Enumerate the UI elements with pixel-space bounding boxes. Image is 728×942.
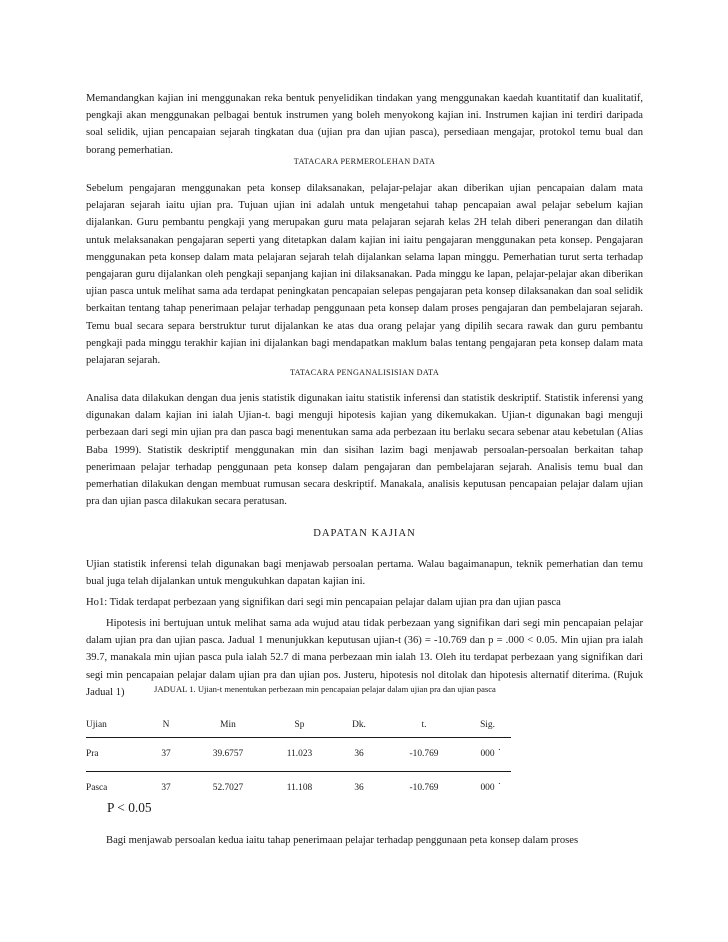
cell-min: 52.7027 [212, 783, 244, 794]
paragraph-hypothesis-result: Hipotesis ini bertujuan untuk melihat sama ada wujud atau tidak perbezaan yang signifikan dari segi min pencapaian pelajar dalam ujian pra dan ujian pasca. Jadual 1 menunjukkan keputusan ujian-t (36) = -10.769 dan p = .000 < 0.05. Min ujian pra ialah 39.7, manakala min ujian pasca pula ialah 52.7 di mana perbezaan min ialah 13. Oleh itu terdapat perbezaan yang signifikan dari segi min pencapaian pelajar dalam ujian pra dan ujian pos. Justeru, hipotesis nol ditolak dan hipotesis alternatif diterima. (Rujuk Jadual 1) [86, 618, 643, 698]
sig-dot: . [498, 776, 501, 787]
paragraph-question-two: Bagi menjawab persoalan kedua iaitu tahap penerimaan pelajar terhadap penggunaan peta konsep dalam proses [106, 835, 579, 846]
paragraph-data-collection: Sebelum pengajaran menggunakan peta konsep dilaksanakan, pelajar-pelajar akan diberikan ujian pencapaian dalam mata pelajaran sejarah iaitu ujian pra. Tujuan ujian ini adalah untuk mengetahui tahap pencapaian awal pelajar sebelum kajian dijalankan. Guru pembantu pengkaji yang merupakan guru mata pelajaran sejarah kelas 2H telah diberi penerangan dan dilatih untuk melaksanakan pengajaran seperti yang ditetapkan dalam kajian ini iaitu pengajaran menggunakan peta konsep. Pengajaran menggunakan peta konsep dalam mata pelajaran sejarah telah dijalankan selama lapan minggu. Pemerhatian turut serta terhadap pengajaran guru dijalankan oleh pengkaji sepanjang kajian ini dilaksanakan. Pada minggu ke lapan, pelajar-pelajar akan diberikan ujian pasca untuk melihat sama ada terdapat peningkatan pencapaian selepas pengajaran peta konsep dilaksanakan dan soal selidik berkaitan tentang tahap penerimaan pelajar terhadap penggunaan peta konsep dalam proses pengajaran dan pembelajaran sejarah. Temu bual secara separa berstruktur turut dijalankan ke atas dua orang pelajar yang dipilih secara rawak dan guru pembantu pengkaji pada minggu terakhir kajian ini dijalankan bagi mendapatkan maklum balas tentang pengajaran peta konsep dalam mata pelajaran sejarah. [86, 183, 643, 367]
cell-t: -10.769 [384, 737, 464, 771]
sig-value [480, 742, 501, 759]
heading-data-analysis: TATACARA PENGANALISISIAN DATA [289, 368, 440, 377]
cell-sp: 11.023 [265, 737, 334, 771]
table-header-row [86, 713, 511, 737]
cell-n: 37 [161, 783, 171, 794]
ttest-table [86, 713, 511, 805]
paragraph-data-analysis: Analisa data dilakukan dengan dua jenis statistik digunakan iaitu statistik inferensi dan statistik deskriptif. Statistik inferensi yang digunakan dalam kajian ini ialah Ujian-t. bagi menguji hipotesis kajian yang dikemukakan. Ujian-t digunakan bagi menguji perbezaan dari segi min ujian pra dan pasca bagi menentukan sama ada perbezaan itu berlaku secara sebenar atau kebetulan (Alias Baba 1999). Statistik deskriptif menggunakan min dan sisihan lazim bagi menjawab persoalan-persoalan berkaitan tahap penerimaan pelajar terhadap penggunaan peta konsep dalam pengajaran dan pembelajaran sejarah. Analisis temu bual dan pemerhatian dilakukan dengan membuat rumusan secara deskriptif. Manakala, analisis keputusan pencapaian pelajar dalam ujian pra dan ujian pasca dilakukan secara peratusan. [86, 393, 643, 508]
col-header-t: t. [384, 713, 464, 737]
col-header-sp: Sp [265, 713, 334, 737]
paragraph-findings-intro: Ujian statistik inferensi telah digunakan bagi menjawab persoalan pertama. Walau bagaimanapun, teknik pemerhatian dan temu bual juga telah dijalankan untuk mengukuhkan dapatan kajian ini. [86, 559, 643, 588]
col-header-ujian: Ujian [86, 713, 141, 737]
sig-number: 000 [480, 783, 495, 794]
cell-n: 37 [141, 737, 191, 771]
table-caption: JADUAL 1. Ujian-t menentukan perbezaan min pencapaian pelajar dalam ujian pra dan ujian pasca [154, 684, 496, 694]
cell-min: 39.6757 [191, 737, 265, 771]
sig-value [480, 776, 501, 794]
sig-number: 000 [480, 749, 495, 759]
table-row [86, 737, 511, 771]
heading-findings: DAPATAN KAJIAN [313, 528, 416, 539]
col-header-sig: Sig. [464, 713, 511, 737]
cell-ujian: Pasca [86, 783, 108, 794]
sig-dot: . [498, 742, 501, 752]
cell-sp: 11.108 [286, 783, 313, 794]
cell-dk: 36 [354, 783, 364, 794]
paragraph-instruments: Memandangkan kajian ini menggunakan reka bentuk penyelidikan tindakan yang menggunakan kaedah kuantitatif dan kualitatif, pengkaji akan menggunakan pelbagai bentuk instrumen yang boleh menyokong kajian ini. Instrumen kajian ini terdiri daripada soal selidik, ujian pencapaian sejarah tingkatan dua (ujian pra dan ujian pasca), persediaan mengajar, protokol temu bual dan borang pemerhatian. [86, 93, 643, 156]
heading-data-collection: TATACARA PERMEROLEHAN DATA [293, 157, 436, 166]
col-header-min: Min [191, 713, 265, 737]
hypothesis-statement: Ho1: Tidak terdapat perbezaan yang signifikan dari segi min pencapaian pelajar dalam ujian pra dan ujian pasca [86, 597, 561, 608]
cell-sig [464, 737, 511, 771]
col-header-n: N [141, 713, 191, 737]
col-header-dk: Dk. [334, 713, 384, 737]
cell-t: -10.769 [409, 783, 439, 794]
significance-note: P < 0.05 [107, 800, 152, 815]
cell-dk: 36 [334, 737, 384, 771]
cell-sig [464, 771, 511, 805]
cell-ujian: Pra [86, 737, 141, 771]
